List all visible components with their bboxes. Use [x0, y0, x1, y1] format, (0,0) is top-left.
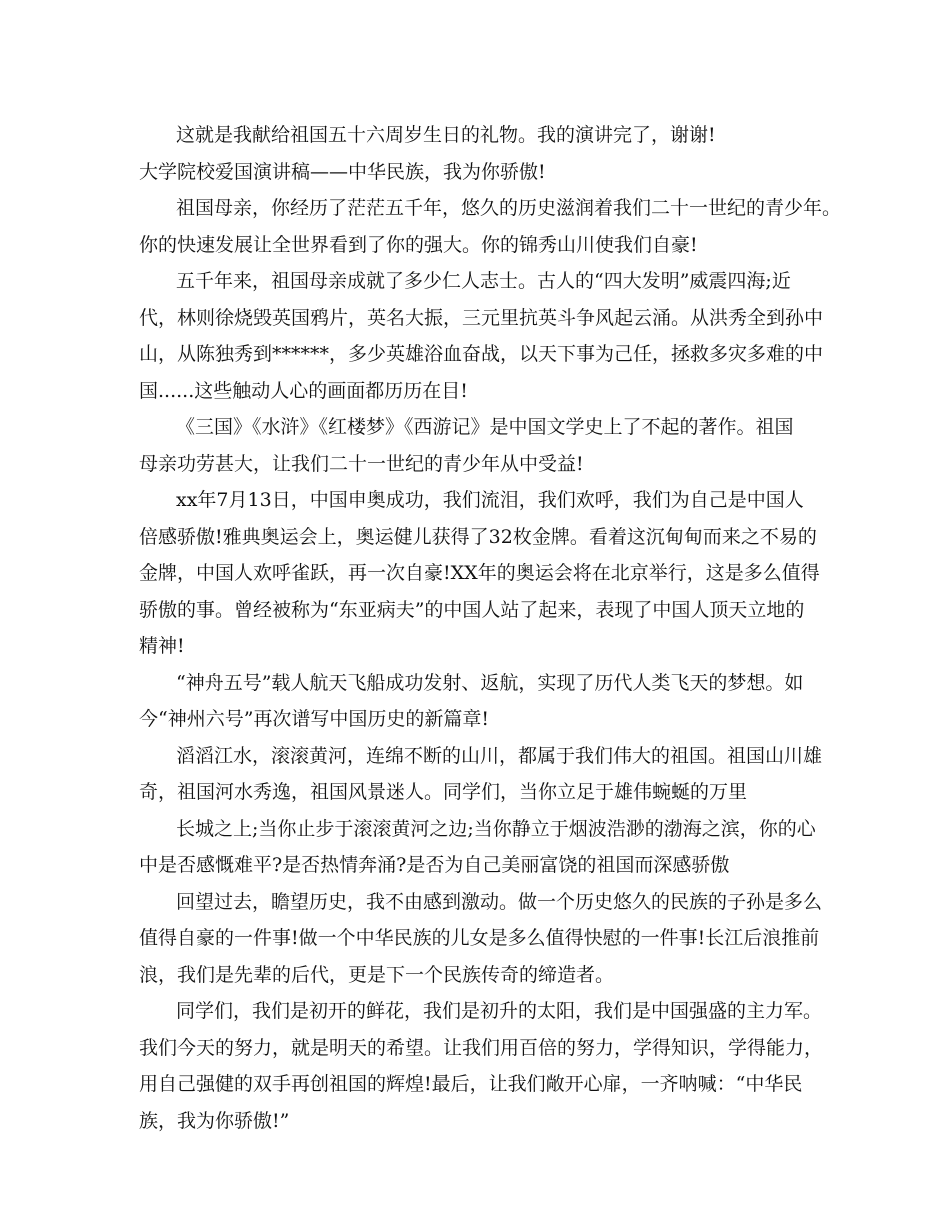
speech-text-body — [139, 117, 842, 1139]
text-line: 《三国》《水浒》《红楼梦》《西游记》是中国文学史上了不起的著作。祖国 — [176, 416, 794, 438]
text-line: 金牌，中国人欢呼雀跃，再一次自豪!XX年的奥运会将在北京举行，这是多么值得 — [139, 562, 820, 584]
text-line: 倍感骄傲!雅典奥运会上，奥运健儿获得了32枚金牌。看着这沉甸甸而来之不易的 — [139, 525, 817, 548]
text-line: 回望过去，瞻望历史，我不由感到激动。做一个历史悠久的民族的子孙是多么 — [176, 890, 823, 913]
text-line: 同学们，我们是初开的鲜花，我们是初升的太阳，我们是中国强盛的主力军。 — [176, 1000, 823, 1022]
text-line: 滔滔江水，滚滚黄河，连绵不断的山川，都属于我们伟大的祖国。祖国山川雄 — [176, 744, 823, 767]
text-line: 精神! — [139, 635, 185, 657]
text-line: 用自己强健的双手再创祖国的辉煌!最后，让我们敞开心扉，一齐呐喊：“中华民 — [139, 1073, 803, 1095]
text-line: “神舟五号”载人航天飞船成功发射、返航，实现了历代人类飞天的梦想。如 — [176, 671, 804, 694]
text-line: 骄傲的事。曾经被称为“东亚病夫”的中国人站了起来，表现了中国人顶天立地的 — [139, 598, 805, 621]
text-line: 值得自豪的一件事!做一个中华民族的儿女是多么值得快慰的一件事!长江后浪推前 — [139, 927, 820, 949]
text-line: 代，林则徐烧毁英国鸦片，英名大振，三元里抗英斗争风起云涌。从洪秀全到孙中 — [139, 306, 824, 329]
text-line: 山，从陈独秀到******，多少英雄浴血奋战，以天下事为己任，拯救多灾多难的中 — [139, 343, 824, 365]
text-line: 国......这些触动人心的画面都历历在目! — [139, 379, 468, 402]
text-line: 五千年来，祖国母亲成就了多少仁人志士。古人的“四大发明”威震四海;近 — [176, 270, 791, 292]
text-line: 这就是我献给祖国五十六周岁生日的礼物。我的演讲完了，谢谢! — [176, 124, 716, 146]
text-line: xx年7月13日，中国申奥成功，我们流泪，我们欢呼，我们为自己是中国人 — [176, 489, 804, 511]
text-line: 今“神州六号”再次谱写中国历史的新篇章! — [139, 708, 490, 730]
text-line: 祖国母亲，你经历了茫茫五千年，悠久的历史滋润着我们二十一世纪的青少年。 — [176, 197, 842, 219]
text-line: 族，我为你骄傲!” — [139, 1109, 290, 1132]
text-line: 我们今天的努力，就是明天的希望。让我们用百倍的努力，学得知识，学得能力， — [139, 1036, 824, 1059]
text-line: 大学院校爱国演讲稿——中华民族，我为你骄傲! — [139, 160, 546, 183]
text-line: 中是否感慨难平?是否热情奔涌?是否为自己美丽富饶的祖国而深感骄傲 — [139, 854, 730, 876]
text-line: 浪，我们是先辈的后代，更是下一个民族传奇的缔造者。 — [139, 963, 615, 986]
text-line: 长城之上;当你止步于滚滚黄河之边;当你静立于烟波浩渺的渤海之滨，你的心 — [176, 817, 816, 840]
text-line: 奇，祖国河水秀逸，祖国风景迷人。同学们，当你立足于雄伟蜿蜒的万里 — [139, 781, 748, 803]
text-line: 母亲功劳甚大，让我们二十一世纪的青少年从中受益! — [139, 452, 584, 475]
text-line: 你的快速发展让全世界看到了你的强大。你的锦秀山川使我们自豪! — [139, 233, 698, 256]
